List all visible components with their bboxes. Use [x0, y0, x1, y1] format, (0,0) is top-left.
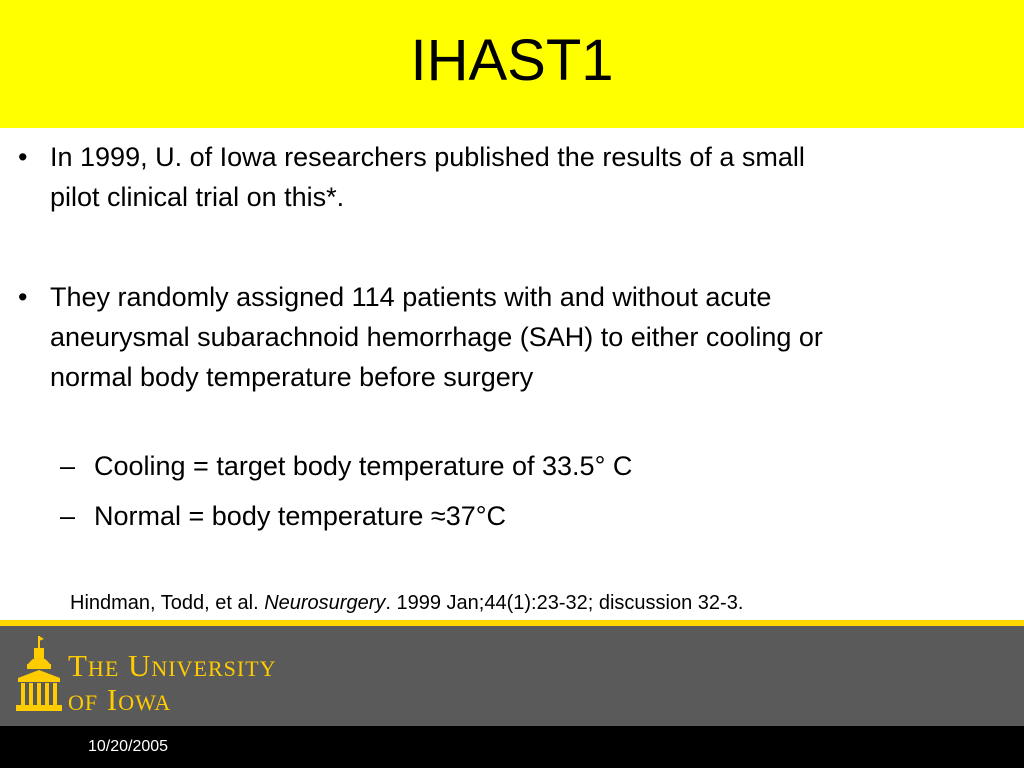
subbullet-item [60, 446, 860, 486]
citation [70, 590, 743, 616]
logo-line1: The University [68, 648, 277, 683]
bullet-mark: • [18, 142, 28, 172]
bullet-text: In 1999, U. of Iowa researchers published the results of a small pilot clinical trial on this*. [50, 142, 805, 212]
subbullet-mark: – [60, 451, 76, 481]
subbullet-text: Normal = body temperature ≈37°C [94, 501, 507, 531]
footer [0, 626, 1024, 726]
university-logo [14, 634, 314, 718]
old-capitol-icon [14, 634, 64, 714]
bottom-bar [0, 726, 1024, 768]
subbullet-mark: – [60, 501, 76, 531]
slide-date: 10/20/2005 [88, 738, 169, 755]
slide-title: IHAST1 [410, 28, 614, 93]
bullet-mark: • [18, 282, 28, 312]
logo-line2: of Iowa [68, 682, 172, 717]
bullet-text: They randomly assigned 114 patients with and without acute aneurysmal subarachnoid hemorrhage (SAH) to either cooling or normal body temperature before surgery [50, 282, 823, 392]
citation-authors: Hindman, Todd, et al. [70, 592, 265, 614]
citation-details: . 1999 Jan;44(1):23-32; discussion 32-3. [385, 592, 744, 614]
subbullet-text: Cooling = target body temperature of 33.5° C [94, 451, 633, 481]
bullet-item [18, 137, 858, 217]
subbullet-item [60, 496, 860, 536]
citation-journal: Neurosurgery [264, 592, 386, 614]
bullet-item [18, 277, 858, 397]
